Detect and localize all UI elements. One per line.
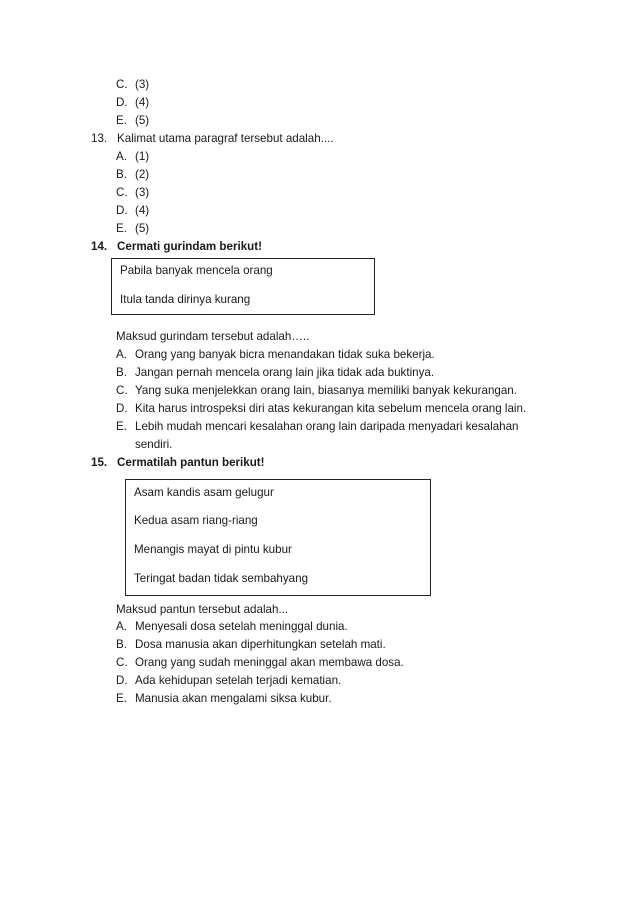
option-text: (4) (135, 204, 150, 217)
option-letter: B. (116, 366, 127, 379)
option-text-continuation: sendiri. (135, 438, 173, 451)
option-letter: C. (116, 656, 128, 669)
option-text: (1) (135, 150, 150, 163)
pantun-line: Menangis mayat di pintu kubur (134, 543, 292, 556)
question-14-text: Cermati gurindam berikut! (117, 240, 262, 253)
question-15-prompt: Maksud pantun tersebut adalah... (116, 603, 289, 616)
pantun-line: Asam kandis asam gelugur (134, 486, 274, 499)
option-text: Orang yang sudah meninggal akan membawa dosa. (135, 656, 404, 669)
option-text: (3) (135, 78, 150, 91)
option-text: (4) (135, 96, 150, 109)
question-13-number: 13. (91, 132, 108, 145)
option-text: (3) (135, 186, 150, 199)
option-text: Lebih mudah mencari kesalahan orang lain daripada menyadari kesalahan (135, 420, 519, 433)
option-letter: A. (116, 150, 127, 163)
question-15-text: Cermatilah pantun berikut! (117, 456, 265, 469)
pantun-line: Teringat badan tidak sembahyang (134, 572, 309, 585)
option-text: (5) (135, 114, 150, 127)
option-letter: E. (116, 692, 127, 705)
option-letter: B. (116, 638, 127, 651)
gurindam-line: Pabila banyak mencela orang (120, 264, 273, 277)
option-text: (2) (135, 168, 150, 181)
option-letter: C. (116, 384, 128, 397)
pantun-line: Kedua asam riang-riang (134, 514, 258, 527)
option-text: Manusia akan mengalami siksa kubur. (135, 692, 332, 705)
option-letter: C. (116, 186, 128, 199)
option-text: Yang suka menjelekkan orang lain, biasanya memiliki banyak kekurangan. (135, 384, 517, 397)
question-14-number: 14. (91, 240, 108, 253)
option-letter: D. (116, 96, 128, 109)
option-text: Menyesali dosa setelah meninggal dunia. (135, 620, 348, 633)
gurindam-line: Itula tanda dirinya kurang (120, 293, 251, 306)
option-text: Jangan pernah mencela orang lain jika tidak ada buktinya. (135, 366, 435, 379)
option-text: Orang yang banyak bicra menandakan tidak suka bekerja. (135, 348, 435, 361)
option-letter: E. (116, 222, 127, 235)
option-letter: E. (116, 114, 127, 127)
option-letter: A. (116, 348, 127, 361)
option-letter: A. (116, 620, 127, 633)
option-letter: D. (116, 402, 128, 415)
option-text: Ada kehidupan setelah terjadi kematian. (135, 674, 342, 687)
option-letter: B. (116, 168, 127, 181)
option-letter: E. (116, 420, 127, 433)
question-14-prompt: Maksud gurindam tersebut adalah….. (116, 330, 310, 343)
option-letter: D. (116, 674, 128, 687)
option-text: Dosa manusia akan diperhitungkan setelah mati. (135, 638, 386, 651)
option-text: (5) (135, 222, 150, 235)
question-15-number: 15. (91, 456, 108, 469)
option-text: Kita harus introspeksi diri atas kekurangan kita sebelum mencela orang lain. (135, 402, 527, 415)
option-letter: D. (116, 204, 128, 217)
option-letter: C. (116, 78, 128, 91)
question-13-text: Kalimat utama paragraf tersebut adalah.... (117, 132, 334, 145)
